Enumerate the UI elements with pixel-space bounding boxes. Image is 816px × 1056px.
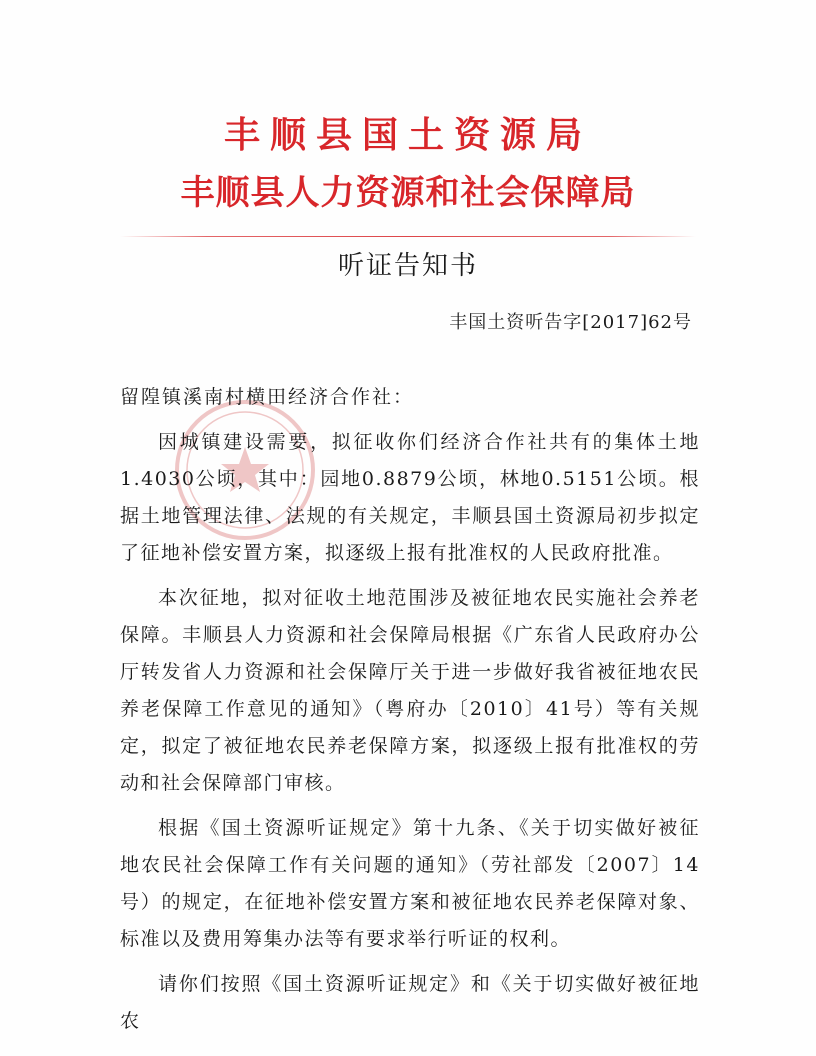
- salutation: 留隍镇溪南村横田经济合作社：: [120, 386, 415, 408]
- issuing-org-line-1: 丰顺县国土资源局: [223, 114, 592, 156]
- body-paragraph: 因城镇建设需要，拟征收你们经济合作社共有的集体土地1.4030公顷，其中：园地0.8879公顷，林地0.5151公顷。根据土地管理法律、法规的有关规定，丰顺县国土资源局初步拟定了征地补偿安置方案，拟逐级上报有批准权的人民政府批准。: [120, 431, 700, 564]
- header-divider: [120, 236, 696, 237]
- body-paragraph: 请你们按照《国土资源听证规定》和《关于切实做好被征地农: [120, 973, 700, 1032]
- document-body: [120, 424, 700, 1048]
- document-title: 听证告知书: [337, 251, 478, 281]
- body-paragraph: 根据《国土资源听证规定》第十九条、《关于切实做好被征地农民社会保障工作有关问题的通知》（劳社部发〔2007〕14号）的规定，在征地补偿安置方案和被征地农民养老保障对象、标准以及费用筹集办法等有要求举行听证的权利。: [120, 817, 700, 950]
- document-number: 丰国土资听告字[2017]62号: [449, 312, 692, 333]
- body-paragraph: 本次征地，拟对征收土地范围涉及被征地农民实施社会养老保障。丰顺县人力资源和社会保障局根据《广东省人民政府办公厅转发省人力资源和社会保障厅关于进一步做好我省被征地农民养老保障工作意见的通知》（粤府办〔2010〕41号）等有关规定，拟定了被征地农民养老保障方案，拟逐级上报有批准权的劳动和社会保障部门审核。: [120, 587, 700, 794]
- issuing-org-line-2: 丰顺县人力资源和社会保障局: [180, 173, 636, 213]
